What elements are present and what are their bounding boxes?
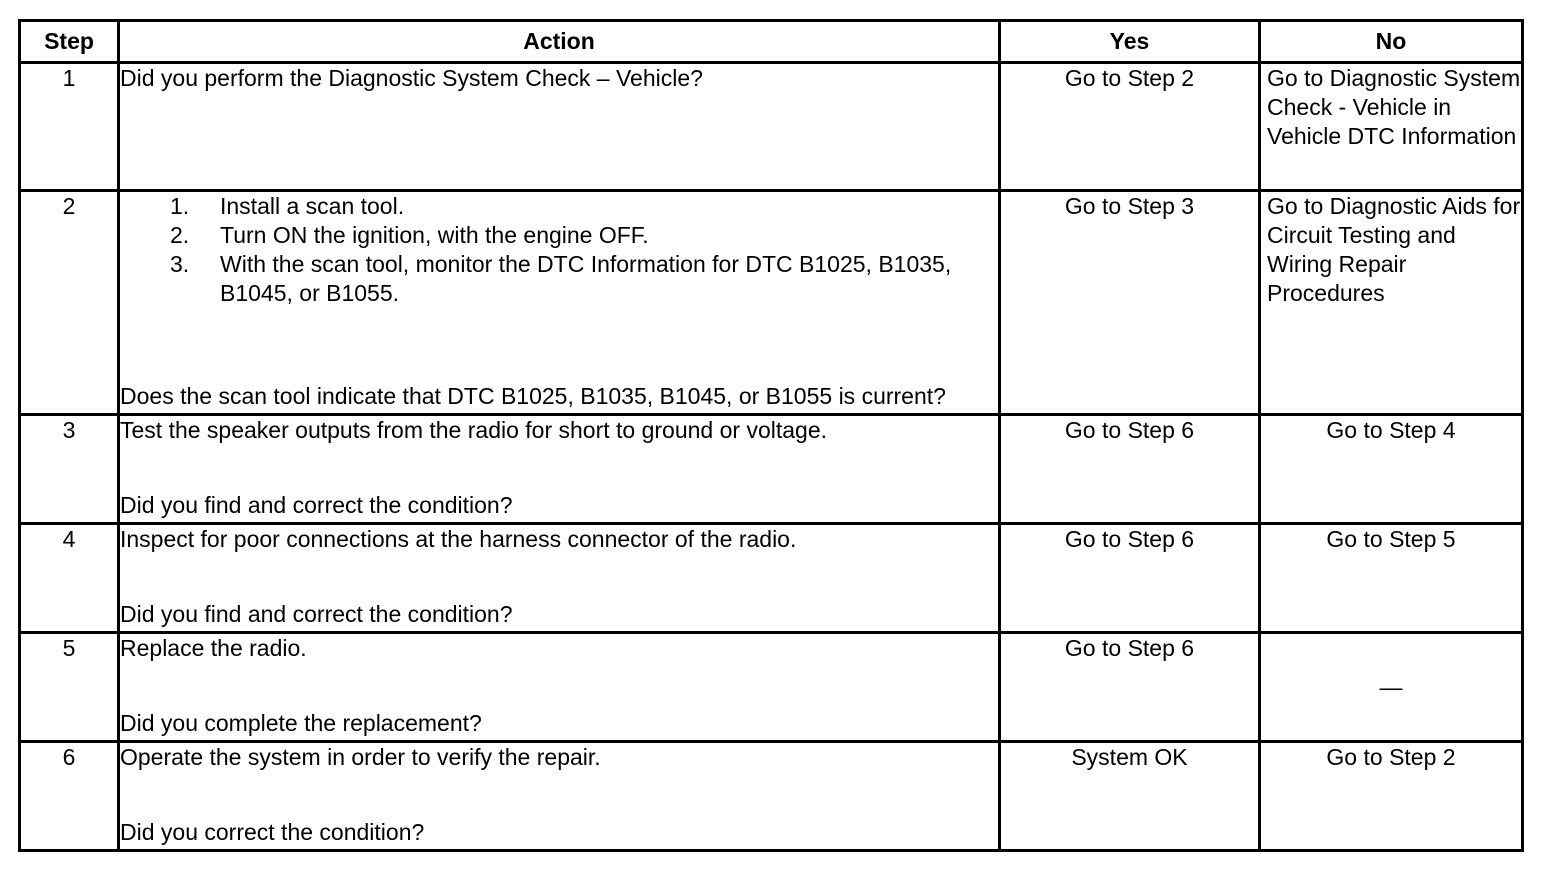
no-cell: Go to Diagnostic System Check - Vehicle in Vehicle DTC Information xyxy=(1260,63,1523,191)
yes-cell: Go to Step 2 xyxy=(1000,63,1260,191)
question-text: Does the scan tool indicate that DTC B1025, B1035, B1045, or B1055 is current? xyxy=(120,383,946,409)
no-cell: Go to Step 2 xyxy=(1260,742,1523,851)
step-number: 5 xyxy=(20,633,119,742)
step-number: 4 xyxy=(20,524,119,633)
question-text: Did you find and correct the condition? xyxy=(120,601,513,627)
action-cell xyxy=(119,633,1000,742)
no-cell: Go to Diagnostic Aids for Circuit Testing and Wiring Repair Procedures xyxy=(1260,191,1523,415)
yes-cell: Go to Step 6 xyxy=(1000,524,1260,633)
action-cell xyxy=(119,63,1000,191)
yes-cell: Go to Step 6 xyxy=(1000,415,1260,524)
question-text: Did you correct the condition? xyxy=(120,819,425,845)
action-cell xyxy=(119,191,1000,415)
table-row xyxy=(20,524,1523,633)
step-number: 2 xyxy=(20,191,119,415)
diagnostic-table xyxy=(18,19,1524,852)
header-step: Step xyxy=(20,21,119,63)
step-number: 3 xyxy=(20,415,119,524)
action-text: Replace the radio. xyxy=(120,635,307,661)
list-item: 2. Turn ON the ignition, with the engine OFF. xyxy=(170,222,649,248)
table-row xyxy=(20,742,1523,851)
list-item: 3. With the scan tool, monitor the DTC Information for DTC B1025, B1035, B1045, or B1055. xyxy=(170,251,952,306)
action-cell xyxy=(119,415,1000,524)
yes-cell: System OK xyxy=(1000,742,1260,851)
header-row xyxy=(20,21,1523,63)
yes-cell: Go to Step 3 xyxy=(1000,191,1260,415)
table-row xyxy=(20,633,1523,742)
yes-cell: Go to Step 6 xyxy=(1000,633,1260,742)
substep-list xyxy=(170,192,998,308)
action-cell xyxy=(119,524,1000,633)
list-item: 1. Install a scan tool. xyxy=(170,193,405,219)
action-cell xyxy=(119,742,1000,851)
table-row xyxy=(20,63,1523,191)
action-text: Did you perform the Diagnostic System Check – Vehicle? xyxy=(120,65,703,91)
table-row xyxy=(20,191,1523,415)
action-text: Operate the system in order to verify the repair. xyxy=(120,744,601,770)
no-cell: Go to Step 5 xyxy=(1260,524,1523,633)
no-cell: — xyxy=(1260,633,1523,742)
action-text: Inspect for poor connections at the harness connector of the radio. xyxy=(120,526,797,552)
header-no: No xyxy=(1260,21,1523,63)
table-row xyxy=(20,415,1523,524)
question-text: Did you complete the replacement? xyxy=(120,710,482,736)
no-cell: Go to Step 4 xyxy=(1260,415,1523,524)
action-text: Test the speaker outputs from the radio for short to ground or voltage. xyxy=(120,417,828,443)
header-yes: Yes xyxy=(1000,21,1260,63)
step-number: 1 xyxy=(20,63,119,191)
step-number: 6 xyxy=(20,742,119,851)
question-text: Did you find and correct the condition? xyxy=(120,492,513,518)
header-action: Action xyxy=(119,21,1000,63)
